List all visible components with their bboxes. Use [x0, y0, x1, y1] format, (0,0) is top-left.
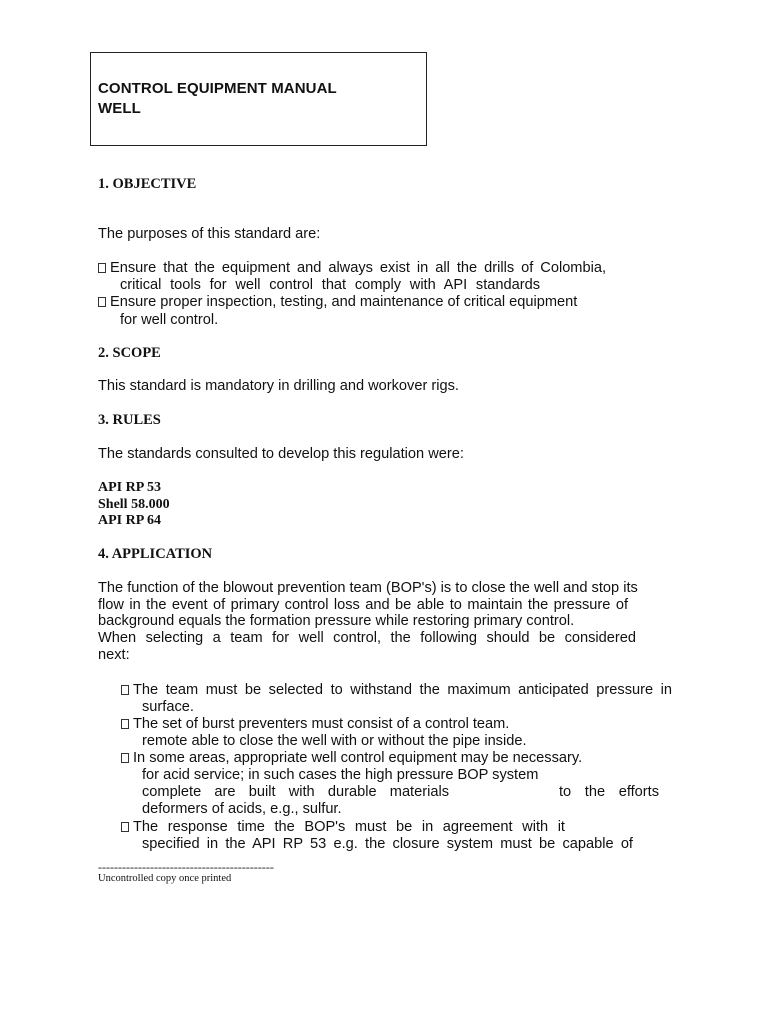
application-bullet-3-line-4: deformers of acids, e.g., sulfur.	[142, 801, 342, 817]
reference-item: API RP 64	[98, 513, 161, 528]
section-heading-application: 4. APPLICATION	[98, 546, 213, 562]
objective-bullet-1-line-1: Ensure that the equipment and always exist in all the drills of Colombia,	[98, 260, 606, 276]
application-paragraph-line: next:	[98, 647, 130, 663]
document-title-box	[90, 52, 427, 146]
application-bullet-4-line-2: specified in the API RP 53 e.g. the closure system must be capable of	[142, 836, 633, 852]
objective-bullet-2-line-2: for well control.	[120, 312, 219, 328]
section-heading-scope: 2. SCOPE	[98, 345, 161, 361]
application-bullet-1-line-1: The team must be selected to withstand the maximum anticipated pressure in	[121, 682, 672, 698]
application-bullet-3-line-1: In some areas, appropriate well control equipment may be necessary.	[121, 750, 582, 766]
document-title-line-2: WELL	[98, 100, 141, 117]
application-bullet-1-line-2: surface.	[142, 699, 194, 715]
application-bullet-2-line-2: remote able to close the well with or without the pipe inside.	[142, 733, 527, 749]
objective-intro: The purposes of this standard are:	[98, 226, 321, 242]
document-title-line-1: CONTROL EQUIPMENT MANUAL	[98, 80, 337, 97]
application-paragraph-line: The function of the blowout prevention team (BOP's) is to close the well and stop its	[98, 580, 638, 596]
footer-note: Uncontrolled copy once printed	[98, 873, 232, 884]
application-bullet-3-line-2: for acid service; in such cases the high pressure BOP system	[142, 767, 539, 783]
application-bullet-3-line-3-tail: to the efforts	[559, 784, 659, 800]
footer-rule: --------------------------------------------	[98, 860, 274, 874]
section-heading-rules: 3. RULES	[98, 412, 161, 428]
application-bullet-4-line-1: The response time the BOP's must be in agreement with it	[121, 819, 565, 835]
reference-item: API RP 53	[98, 480, 161, 495]
application-paragraph-line: background equals the formation pressure while restoring primary control.	[98, 613, 575, 629]
objective-bullet-2-line-1: Ensure proper inspection, testing, and maintenance of critical equipment	[98, 294, 577, 310]
rules-text: The standards consulted to develop this regulation were:	[98, 446, 464, 462]
application-bullet-2-line-1: The set of burst preventers must consist of a control team.	[121, 716, 509, 732]
objective-bullet-1-line-2: critical tools for well control that comply with API standards	[120, 277, 540, 293]
application-paragraph-line: flow in the event of primary control loss and be able to maintain the pressure of	[98, 597, 628, 613]
application-bullet-3-line-3: complete are built with durable materials	[142, 784, 449, 800]
section-heading-objective: 1. OBJECTIVE	[98, 176, 197, 192]
scope-text: This standard is mandatory in drilling and workover rigs.	[98, 378, 459, 394]
application-paragraph-line: When selecting a team for well control, the following should be considered	[98, 630, 636, 646]
reference-item: Shell 58.000	[98, 497, 170, 512]
